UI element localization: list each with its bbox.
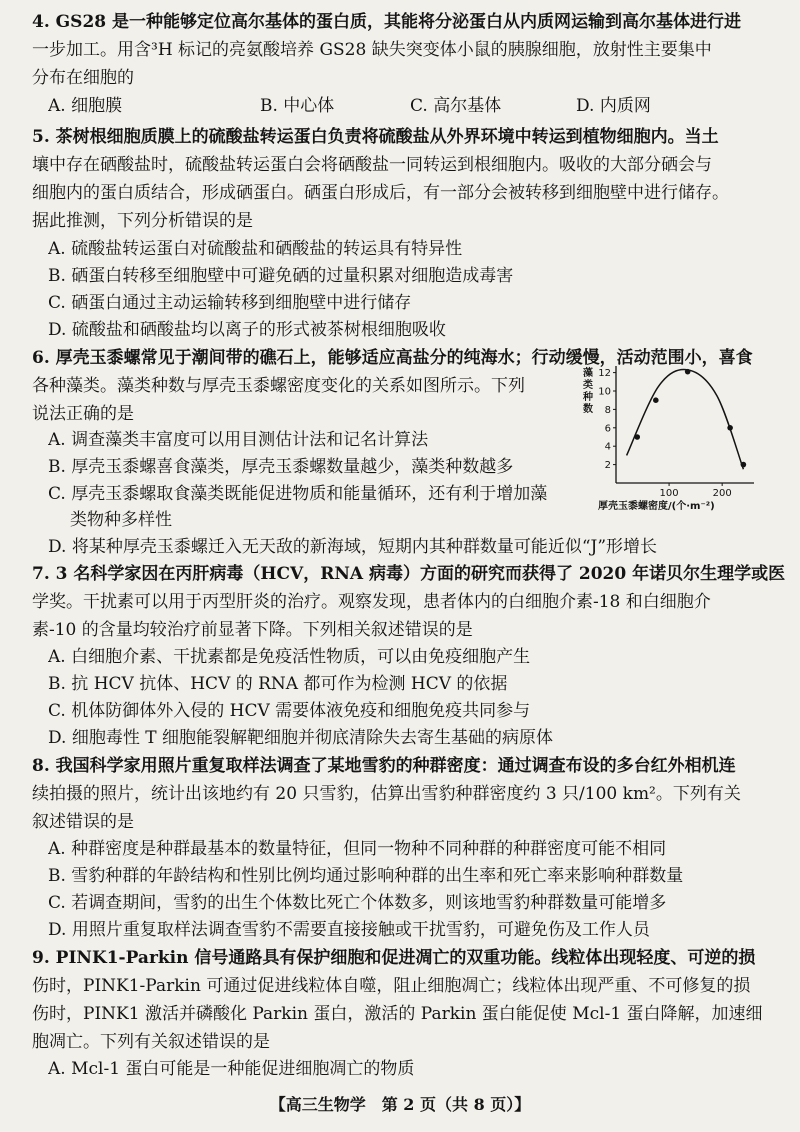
fit-curve xyxy=(627,370,744,470)
q5-option-d: D. 硫酸盐和硒酸盐均以离子的形式被茶树根细胞吸收 xyxy=(48,320,446,340)
q8-option-b: B. 雪豹种群的年龄结构和性别比例均通过影响种群的出生率和死亡率来影响种群数量 xyxy=(48,866,684,886)
y-tick-label: 2 xyxy=(604,460,611,472)
q5-line-3: 细胞内的蛋白质结合，形成硒蛋白。硒蛋白形成后，有一部分会被转移到细胞壁中进行储存。 xyxy=(32,183,729,203)
x-tick-label: 200 xyxy=(712,488,732,499)
y-tick-label: 10 xyxy=(598,386,611,398)
y-tick-label: 8 xyxy=(604,404,611,416)
q9-line-1: 9. PINK1-Parkin 信号通路具有保护细胞和促进凋亡的双重功能。线粒体出现轻度、可逆的损 xyxy=(32,948,756,968)
q4-option-c: C. 高尔基体 xyxy=(410,96,502,116)
q4-option-a: A. 细胞膜 xyxy=(48,96,123,116)
page-footer: 【高三生物学 第 2 页（共 8 页）】 xyxy=(269,1095,531,1114)
q7-option-a: A. 白细胞介素、干扰素都是免疫活性物质，可以由免疫细胞产生 xyxy=(48,647,531,667)
q6-option-b: B. 厚壳玉黍螺喜食藻类，厚壳玉黍螺数量越少，藻类种数越多 xyxy=(48,457,514,477)
y-tick-label: 4 xyxy=(604,441,611,453)
chart-xlabel: 厚壳玉黍螺密度/(个·m⁻²) xyxy=(598,501,715,512)
q8-line-3: 叙述错误的是 xyxy=(32,812,134,832)
q8-option-a: A. 种群密度是种群最基本的数量特征，但同一物种不同种群的种群密度可能不相同 xyxy=(48,839,667,859)
data-point xyxy=(741,462,747,468)
y-tick-label: 12 xyxy=(598,368,611,380)
q4-line-2: 一步加工。用含³H 标记的亮氨酸培养 GS28 缺失突变体小鼠的胰腺细胞，放射性主要集中 xyxy=(32,40,712,60)
q8-line-1: 8. 我国科学家用照片重复取样法调查了某地雪豹的种群密度：通过调查布设的多台红外相机连 xyxy=(32,756,736,776)
q8-option-c: C. 若调查期间，雪豹的出生个体数比死亡个体数多，则该地雪豹种群数量可能增多 xyxy=(48,893,667,913)
q7-option-b: B. 抗 HCV 抗体、HCV 的 RNA 都可作为检测 HCV 的依据 xyxy=(48,674,508,694)
q4-options xyxy=(48,96,788,118)
q7-option-d: D. 细胞毒性 T 细胞能裂解靶细胞并彻底清除失去寄生基础的病原体 xyxy=(48,728,553,748)
q6-line-2: 各种藻类。藻类种数与厚壳玉黍螺密度变化的关系如图所示。下列 xyxy=(32,376,525,396)
q5-line-2: 壤中存在硒酸盐时，硫酸盐转运蛋白会将硒酸盐一同转运到根细胞内。吸收的大部分硒会与 xyxy=(32,155,712,175)
q9-line-3: 伤时，PINK1 激活并磷酸化 Parkin 蛋白，激活的 Parkin 蛋白能促使 Mcl-1 蛋白降解，加速细 xyxy=(32,1004,763,1024)
algae-density-chart xyxy=(576,358,786,513)
q4-line-3: 分布在细胞的 xyxy=(32,68,134,88)
q6-option-c-cont: 类物种多样性 xyxy=(70,510,172,530)
q6-option-d: D. 将某种厚壳玉黍螺迁入无天敌的新海域，短期内其种群数量可能近似“J”形增长 xyxy=(48,537,658,557)
q6-line-1: 6. 厚壳玉黍螺常见于潮间带的礁石上，能够适应高盐分的纯海水；行动缓慢，活动范围小，喜食 xyxy=(32,348,753,368)
q6-option-a: A. 调查藻类丰富度可以用目测估计法和记名计算法 xyxy=(48,430,429,450)
q5-line-1: 5. 茶树根细胞质膜上的硫酸盐转运蛋白负责将硫酸盐从外界环境中转运到植物细胞内。当土 xyxy=(32,127,719,147)
q7-line-3: 素-10 的含量均较治疗前显著下降。下列相关叙述错误的是 xyxy=(32,620,473,640)
q4-option-b: B. 中心体 xyxy=(260,96,335,116)
q7-line-1: 7. 3 名科学家因在丙肝病毒（HCV，RNA 病毒）方面的研究而获得了 2020 年诺贝尔生理学或医 xyxy=(32,564,786,584)
q4-option-d: D. 内质网 xyxy=(576,96,651,116)
q9-line-4: 胞凋亡。下列有关叙述错误的是 xyxy=(32,1032,270,1052)
q5-option-c: C. 硒蛋白通过主动运输转移到细胞壁中进行储存 xyxy=(48,293,412,313)
data-point xyxy=(685,369,691,375)
q5-line-4: 据此推测，下列分析错误的是 xyxy=(32,211,253,231)
data-point xyxy=(634,434,640,440)
q8-option-d: D. 用照片重复取样法调查雪豹不需要直接接触或干扰雪豹，可避免伤及工作人员 xyxy=(48,920,650,940)
q6-line-3: 说法正确的是 xyxy=(32,404,134,424)
q9-option-a: A. Mcl-1 蛋白可能是一种能促进细胞凋亡的物质 xyxy=(48,1059,415,1079)
q9-line-2: 伤时，PINK1-Parkin 可通过促进线粒体自噬，阻止细胞凋亡；线粒体出现严重、不可修复的损 xyxy=(32,976,751,996)
q8-line-2: 续拍摄的照片，统计出该地约有 20 只雪豹，估算出雪豹种群密度约 3 只/100 km²。下列有关 xyxy=(32,784,741,804)
q6-option-c: C. 厚壳玉黍螺取食藻类既能促进物质和能量循环，还有利于增加藻 xyxy=(48,484,548,504)
y-tick-label: 6 xyxy=(604,423,611,435)
q5-option-a: A. 硫酸盐转运蛋白对硫酸盐和硒酸盐的转运具有特异性 xyxy=(48,239,463,259)
chart-ylabel: 藻类种数 xyxy=(583,368,593,415)
data-point xyxy=(653,397,659,403)
data-point xyxy=(727,425,733,431)
q7-option-c: C. 机体防御体外入侵的 HCV 需要体液免疫和细胞免疫共同参与 xyxy=(48,701,531,721)
q7-line-2: 学奖。干扰素可以用于丙型肝炎的治疗。观察发现，患者体内的白细胞介素-18 和白细胞介 xyxy=(32,592,711,612)
q5-option-b: B. 硒蛋白转移至细胞壁中可避免硒的过量积累对细胞造成毒害 xyxy=(48,266,514,286)
q4-line-1: 4. GS28 是一种能够定位高尔基体的蛋白质，其能将分泌蛋白从内质网运输到高尔基体进行进 xyxy=(32,12,742,32)
x-tick-label: 100 xyxy=(659,488,679,499)
